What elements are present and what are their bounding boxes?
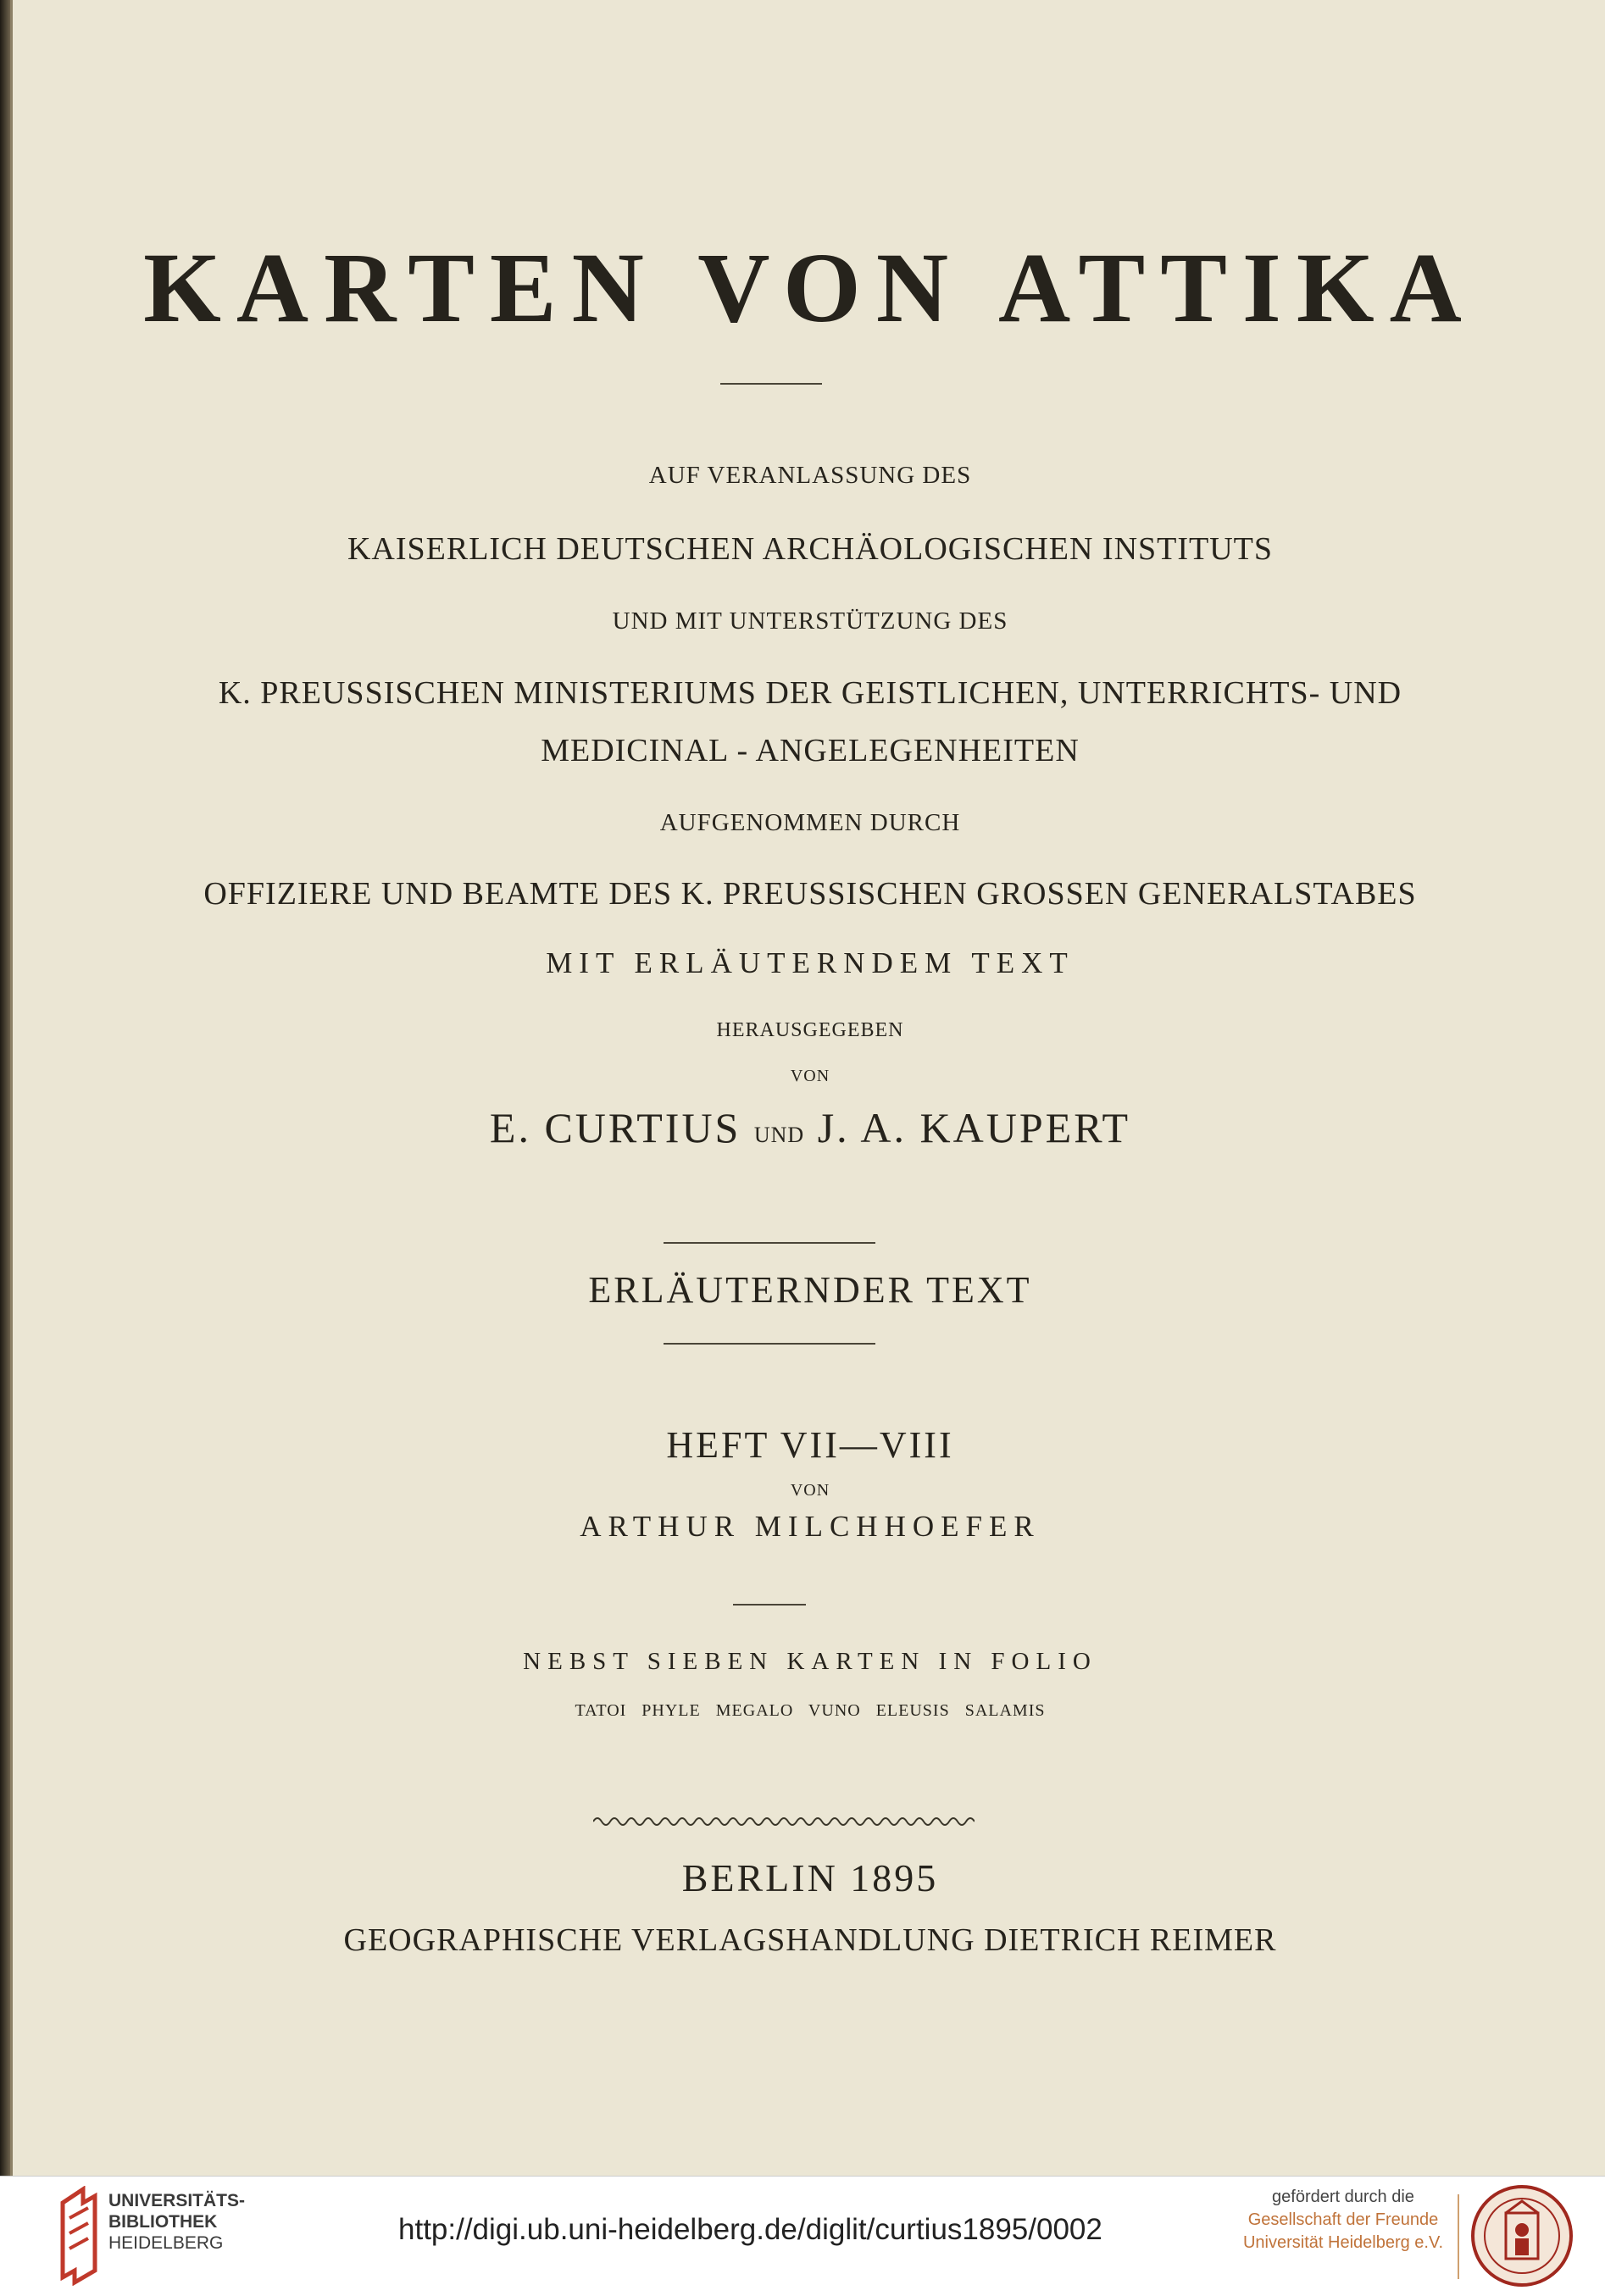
permalink-url[interactable]: http://digi.ub.uni-heidelberg.de/diglit/curtius1895/0002 (398, 2213, 1102, 2246)
wavy-ornament (593, 1813, 975, 1830)
line-editors (13, 1103, 1605, 1152)
university-seal-icon[interactable] (1470, 2184, 1574, 2288)
sponsor-name-line1: Gesellschaft der Freunde (1247, 2210, 1439, 2229)
city-year: BERLIN 1895 (681, 1856, 939, 1899)
section-title: ERLÄUTERNDER TEXT (588, 1269, 1032, 1311)
library-name-line3: HEIDELBERG (108, 2233, 224, 2253)
line-von-author: VON (790, 1481, 830, 1500)
author-name: ARTHUR MILCHHOEFER (580, 1510, 1041, 1543)
line-von: VON (790, 1067, 830, 1085)
sponsor-block[interactable] (1237, 2186, 1449, 2254)
editor-curtius: E. CURTIUS (489, 1104, 741, 1151)
line-ministerium: K. PREUSSISCHEN MINISTERIUMS DER GEISTLICHEN, UNTERRICHTS- UND (218, 675, 1402, 711)
title-page (10, 0, 1605, 2176)
editors-conjunction: UND (753, 1123, 805, 1147)
library-name-line1: UNIVERSITÄTS- (108, 2191, 246, 2210)
section-rule-bottom (664, 1343, 875, 1345)
line-angelegenheiten: MEDICINAL - ANGELEGENHEITEN (541, 733, 1080, 768)
publisher: GEOGRAPHISCHE VERLAGSHANDLUNG DIETRICH REIMER (343, 1922, 1277, 1958)
book-title: KARTEN VON ATTIKA (143, 232, 1477, 343)
library-logo-icon[interactable] (58, 2186, 100, 2286)
title-rule (720, 383, 822, 385)
footer-divider (1458, 2194, 1459, 2279)
line-herausgegeben: HERAUSGEGEBEN (716, 1019, 904, 1041)
line-aufgenommen: AUFGENOMMEN DURCH (659, 809, 961, 836)
library-name[interactable] (108, 2190, 245, 2254)
heft-number: HEFT VII—VIII (666, 1424, 954, 1466)
line-offiziere: OFFIZIERE UND BEAMTE DES K. PREUSSISCHEN GROSSEN GENERALSTABES (203, 876, 1417, 912)
editor-kaupert: J. A. KAUPERT (817, 1104, 1131, 1151)
sponsor-name-line2: Universität Heidelberg e.V. (1242, 2233, 1444, 2252)
author-rule (733, 1604, 806, 1606)
line-institut: KAISERLICH DEUTSCHEN ARCHÄOLOGISCHEN INSTITUTS (347, 531, 1274, 567)
line-erlaeuterndem: MIT ERLÄUTERNDEM TEXT (546, 946, 1075, 979)
map-names: TATOI PHYLE MEGALO VUNO ELEUSIS SALAMIS (575, 1701, 1046, 1720)
section-rule-top (664, 1242, 875, 1244)
library-name-line2: BIBLIOTHEK (108, 2212, 218, 2232)
line-unterstuetzung: UND MIT UNTERSTÜTZUNG DES (612, 607, 1008, 635)
maps-line: NEBST SIEBEN KARTEN IN FOLIO (523, 1648, 1097, 1675)
line-veranlassung: AUF VERANLASSUNG DES (648, 462, 972, 489)
binding-edge (0, 0, 10, 2176)
sponsor-intro: gefördert durch die (1272, 2188, 1414, 2206)
